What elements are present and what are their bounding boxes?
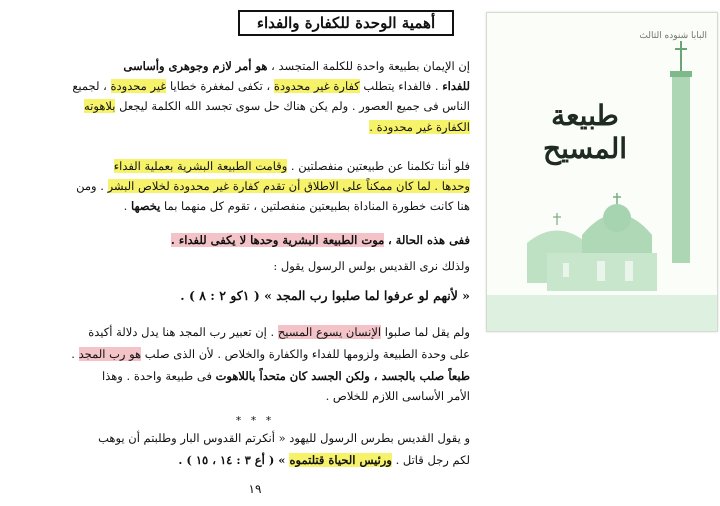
text-run: ، تكفى لمغفرة خطايا: [166, 79, 274, 93]
text-line: [60, 176, 470, 197]
section-divider-stars: * * *: [235, 414, 275, 427]
text-line: [60, 428, 470, 449]
text-run: ، لجميع: [72, 79, 111, 93]
text-run: . فالفداء يتطلب: [359, 79, 443, 93]
text-run: ولم يقل لما صلبوا: [381, 325, 470, 339]
highlight-yellow: بلاهوته: [84, 99, 116, 113]
section-title-box: [238, 10, 454, 36]
highlight-pink: الإنسان يسوع المسيح: [277, 325, 382, 339]
text-run: . ومن: [76, 179, 108, 193]
text-line: [60, 156, 470, 177]
text-line: [60, 386, 470, 407]
cover-tower: [672, 73, 690, 263]
text-line: [60, 230, 470, 251]
text-line: [60, 322, 470, 343]
page-text-column: [40, 0, 470, 506]
text-line: [60, 286, 470, 307]
text-run: فلو أننا تكلمنا عن طبيعتين منفصلتين .: [287, 159, 470, 173]
text-line: [60, 344, 470, 365]
highlight-yellow: ورئيس الحياة قتلتموه: [289, 453, 392, 467]
text-run: » ( أع ٣ : ١٤ ، ١٥ ) .: [178, 453, 290, 467]
text-run: .: [71, 347, 79, 361]
highlight-pink: موت الطبيعة البشرية وحدها لا يكفى للفداء .: [170, 233, 385, 247]
text-run: هو أمر لازم وجوهرى وأساسى: [123, 59, 268, 73]
text-run: « لأنهم لو عرفوا لما صلبوا رب المجد » ( ١كو ٢ : ٨ ) .: [180, 288, 470, 303]
text-run: يخصها: [130, 199, 161, 213]
highlight-yellow: كفارة غير محدودة: [273, 79, 360, 93]
text-run: ولذلك نرى القديس بولس الرسول يقول :: [273, 259, 470, 273]
text-run: لكم رجل قاتل .: [391, 453, 470, 467]
cover-title: طبيعة المسيح: [543, 99, 627, 165]
text-line: [60, 366, 470, 387]
highlight-yellow: غير محدودة: [110, 79, 167, 93]
text-run: هنا كانت خطورة المناداة بطبيعتين منفصلتين ، تقوم كل منهما بما: [160, 199, 470, 213]
text-run: الأمر الأساسى اللازم للخلاص .: [325, 389, 470, 403]
book-cover: [486, 12, 718, 332]
text-run: على وحدة الطبيعة ولزومها للفداء والكفارة والخلاص . لأن الذى صلب: [141, 347, 470, 361]
cover-church: [527, 193, 657, 291]
highlight-yellow: وقامت الطبيعة البشرية بعملية الفداء: [113, 159, 288, 173]
page-number: ١٩: [248, 482, 262, 496]
text-run: . إن تعبير رب المجد هنا يدل دلالة أكيدة: [88, 325, 278, 339]
text-run: ففى هذه الحالة ،: [387, 233, 470, 247]
text-run: للفداء: [442, 79, 470, 93]
text-run: .: [123, 199, 131, 213]
text-line: [60, 96, 470, 117]
text-line: [60, 76, 470, 97]
highlight-yellow: وحدها . لما كان ممكناً على الاطلاق أن تقدم كفارة غير محدودة لخلاص البشر: [107, 179, 470, 193]
section-title: أهمية الوحدة للكفارة والفداء: [256, 14, 436, 32]
text-run: إن الإيمان بطبيعة واحدة للكلمة المتجسد ،: [267, 59, 470, 73]
cover-illustration: [487, 13, 717, 331]
text-line: [60, 117, 470, 138]
text-line: [60, 196, 470, 217]
text-line: [60, 256, 470, 277]
text-line: [60, 56, 470, 77]
text-run: الناس فى جميع العصور . ولم يكن هناك حل سوى تجسد الله الكلمة ليجعل: [115, 99, 470, 113]
text-run: فى طبيعة واحدة . وهذا: [102, 369, 216, 383]
text-run: طبعاً صلب بالجسد ، ولكن الجسد كان متحداً باللاهوت: [215, 369, 470, 383]
highlight-pink: هو رب المجد: [78, 347, 142, 361]
text-run: و يقول القديس بطرس الرسول لليهود « أنكرتم القدوس البار وطلبتم أن يوهب: [98, 431, 470, 445]
cover-author: البابا شنوده الثالث: [639, 31, 707, 41]
highlight-yellow: الكفارة غير محدودة .: [369, 120, 470, 134]
text-line: [60, 450, 470, 471]
